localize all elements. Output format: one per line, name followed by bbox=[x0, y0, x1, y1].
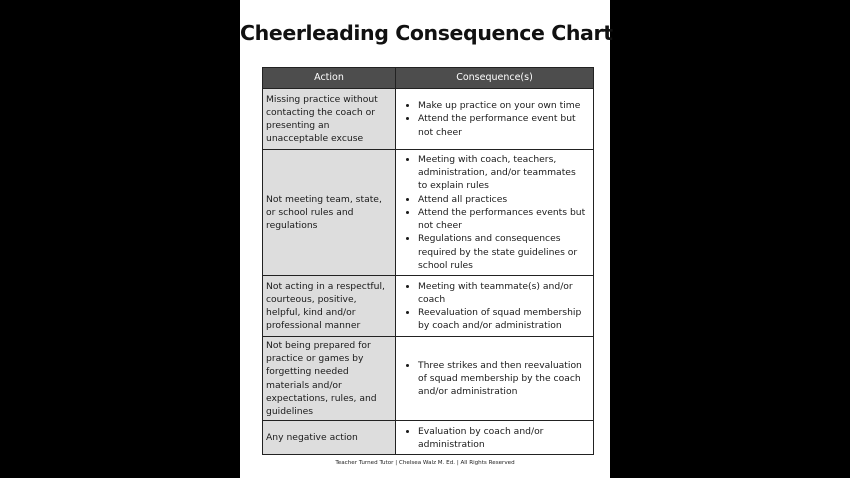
action-cell: Not acting in a respectful, courteous, positive, helpful, kind and/or professional manner bbox=[263, 276, 396, 337]
consequence-item: • Attend all practices bbox=[418, 193, 587, 206]
consequence-list bbox=[408, 153, 587, 272]
consequence-list bbox=[408, 280, 587, 333]
consequence-item: • Reevaluation of squad membership by coach and/or administration bbox=[418, 306, 587, 332]
consequence-item: • Meeting with teammate(s) and/or coach bbox=[418, 280, 587, 306]
consequence-item: • Meeting with coach, teachers, administration, and/or teammates to explain rules bbox=[418, 153, 587, 193]
consequence-list bbox=[408, 425, 587, 451]
table-row bbox=[263, 421, 594, 455]
consequence-cell bbox=[396, 337, 594, 421]
consequence-item: • Make up practice on your own time bbox=[418, 99, 587, 112]
consequence-item: • Attend the performances events but not cheer bbox=[418, 206, 587, 232]
consequence-item: • Regulations and consequences required by the state guidelines or school rules bbox=[418, 232, 587, 272]
consequence-cell bbox=[396, 421, 594, 455]
action-cell: Any negative action bbox=[263, 421, 396, 455]
table-row bbox=[263, 276, 594, 337]
table-row bbox=[263, 150, 594, 276]
footer-credit: Teacher Turned Tutor | Chelsea Walz M. Ed. | All Rights Reserved bbox=[335, 460, 515, 466]
document-page bbox=[240, 0, 613, 478]
consequence-table bbox=[262, 67, 594, 455]
action-cell: Not meeting team, state, or school rules and regulations bbox=[263, 150, 396, 276]
consequence-cell bbox=[396, 150, 594, 276]
action-cell: Not being prepared for practice or games by forgetting needed materials and/or expectations, rules, and guidelines bbox=[263, 337, 396, 421]
table-header-row bbox=[263, 68, 594, 89]
header-consequences: Consequence(s) bbox=[396, 68, 594, 89]
table-row bbox=[263, 337, 594, 421]
page-title: Cheerleading Consequence Chart bbox=[240, 21, 613, 45]
table-row bbox=[263, 89, 594, 150]
consequence-item: • Evaluation by coach and/or administration bbox=[418, 425, 587, 451]
header-action: Action bbox=[263, 68, 396, 89]
action-cell: Missing practice without contacting the coach or presenting an unacceptable excuse bbox=[263, 89, 396, 150]
consequence-list bbox=[408, 99, 587, 139]
consequence-item: • Attend the performance event but not cheer bbox=[418, 112, 587, 138]
consequence-cell bbox=[396, 89, 594, 150]
consequence-list bbox=[408, 359, 587, 399]
consequence-cell bbox=[396, 276, 594, 337]
consequence-item: • Three strikes and then reevaluation of squad membership by the coach and/or administration bbox=[418, 359, 587, 399]
